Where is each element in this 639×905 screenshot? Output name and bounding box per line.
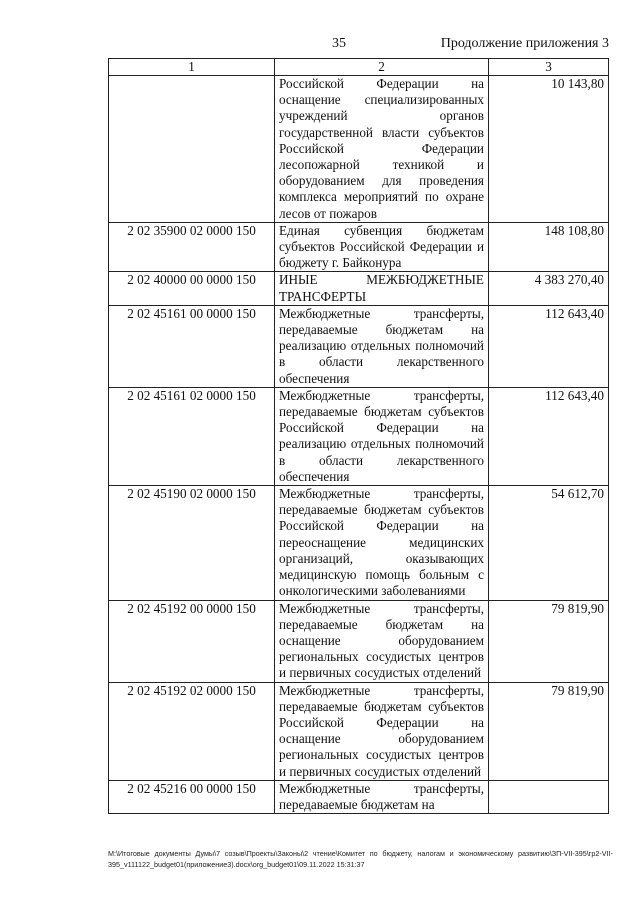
table-row	[109, 780, 609, 813]
row-code: 2 02 45161 00 0000 150	[109, 305, 275, 387]
table-row	[109, 222, 609, 272]
row-amount: 148 108,80	[489, 222, 609, 272]
row-code: 2 02 45216 00 0000 150	[109, 780, 275, 813]
column-header-code: 1	[109, 59, 275, 76]
row-code	[109, 76, 275, 223]
row-code: 2 02 35900 02 0000 150	[109, 222, 275, 272]
document-file-path: M:\Итоговые документы Думы\7 созыв\Проекты\Законы\2 чтение\Комитет по бюджету, налогам и экономическому развитию\ЗП-VII-395\гр2-VII-395_v111122_budget01(приложение3).docx\org_budget01\09.11.2022 15:31:37	[108, 849, 613, 869]
table-row	[109, 486, 609, 600]
column-header-description: 2	[275, 59, 489, 76]
row-description: Межбюджетные трансферты, передаваемые бюджетам субъектов Российской Федерации на переоснащение медицинских организаций, оказывающих медицинскую помощь больным с онкологическими заболеваниями	[275, 486, 489, 600]
column-header-amount: 3	[489, 59, 609, 76]
row-amount	[489, 780, 609, 813]
row-code: 2 02 45192 02 0000 150	[109, 682, 275, 780]
table-row	[109, 76, 609, 223]
row-code: 2 02 45161 02 0000 150	[109, 387, 275, 485]
table-header-row	[109, 59, 609, 76]
row-amount: 112 643,40	[489, 305, 609, 387]
row-description: Российской Федерации на оснащение специализированных учреждений органов государственной власти субъектов Российской Федерации лесопожарной техникой и оборудованием для проведения комплекса мероприятий по охране лесов от пожаров	[275, 76, 489, 223]
page-number: 35	[332, 36, 346, 51]
row-description: Межбюджетные трансферты, передаваемые бюджетам субъектов Российской Федерации на реализацию отдельных полномочий в области лекарственного обеспечения	[275, 387, 489, 485]
row-amount: 112 643,40	[489, 387, 609, 485]
row-description: Межбюджетные трансферты, передаваемые бюджетам субъектов Российской Федерации на оснащение оборудованием региональных сосудистых центров и первичных сосудистых отделений	[275, 682, 489, 780]
row-amount: 10 143,80	[489, 76, 609, 223]
budget-table	[108, 58, 609, 814]
row-description: Единая субвенция бюджетам субъектов Российской Федерации и бюджету г. Байконура	[275, 222, 489, 272]
row-code: 2 02 45190 02 0000 150	[109, 486, 275, 600]
row-code: 2 02 45192 00 0000 150	[109, 600, 275, 682]
row-description: Межбюджетные трансферты, передаваемые бюджетам на оснащение оборудованием региональных сосудистых центров и первичных сосудистых отделений	[275, 600, 489, 682]
row-amount: 4 383 270,40	[489, 272, 609, 305]
row-description: ИНЫЕ МЕЖБЮДЖЕТНЫЕ ТРАНСФЕРТЫ	[275, 272, 489, 305]
row-amount: 54 612,70	[489, 486, 609, 600]
row-amount: 79 819,90	[489, 682, 609, 780]
row-description: Межбюджетные трансферты, передаваемые бюджетам на	[275, 780, 489, 813]
row-description: Межбюджетные трансферты, передаваемые бюджетам на реализацию отдельных полномочий в области лекарственного обеспечения	[275, 305, 489, 387]
table-row	[109, 600, 609, 682]
table-row	[109, 682, 609, 780]
table-row	[109, 305, 609, 387]
row-code: 2 02 40000 00 0000 150	[109, 272, 275, 305]
table-row	[109, 272, 609, 305]
row-amount: 79 819,90	[489, 600, 609, 682]
table-row	[109, 387, 609, 485]
continuation-label: Продолжение приложения 3	[440, 36, 609, 51]
